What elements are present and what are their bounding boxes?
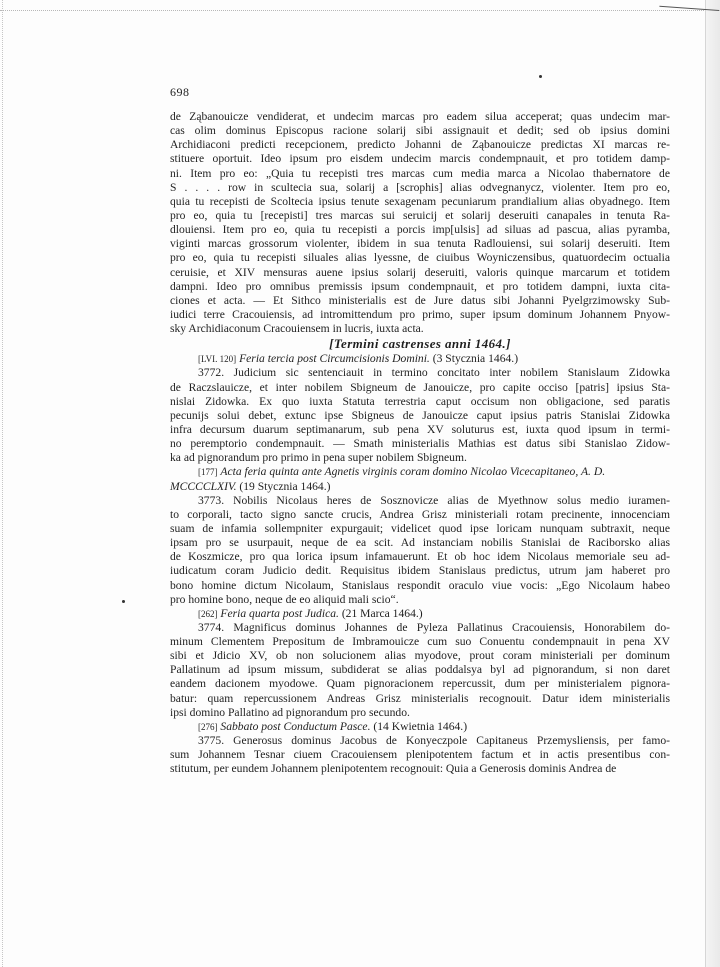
text-line: stituere oportuit. Ideo ipsum pro eisdem undecim marcis condempnauit, et pro totidem damp- [170,152,670,166]
text-line: Archidiaconi predicti recepcionem, predicto Johanni de Ząbanouicze predictas XI marcas re- [170,138,670,152]
text-line: batur: quam repercussionem Andreas Grisz ministerialis recognouit. Datur idem ministerialis [170,691,670,705]
entry-date: (3 Stycznia 1464.) [429,352,519,366]
text-line: iudici terre Cracouiensis, ad intromittendum pro primo, super ipsum dominum Johannem Pnyow- [170,307,670,321]
entry-header-line [170,465,670,479]
entry-header-line [170,720,670,734]
entry-header [170,352,670,366]
entry-number: [177] [198,467,218,478]
paragraph-3772 [170,366,670,465]
scan-speck [122,600,125,603]
entry-header-line [170,352,670,366]
text-line: pro eo, quia tu recepisti siluales alias lyessne, de ciuibus Woyniczensibus, quatuordecim octualia [170,251,670,265]
text-line: 3774. Magnificus dominus Johannes de Pyleza Pallatinus Cracouiensis, Honorabilem do- [198,620,670,634]
entry-header-line [170,480,670,494]
text-line: to corporali, tacto signo sancte crucis, Andrea Grisz ministeriali rotam precinente, innocenciam [170,507,670,521]
text-line: infra decursum duarum septimanarum, sub pena XV soluturus est, iuxta quod ipsum in termi- [170,422,670,436]
text-line: de Ząbanouicze vendiderat, et undecim marcas pro eadem silua acceperat; quas undecim mar- [170,110,670,123]
paragraph-3775 [170,734,670,776]
text-line: eandem dacionem myodowe. Quam pignoracionem repercussit, dum per ministerialem pignora- [170,677,670,691]
scan-edge-right [705,0,720,967]
section-heading: [Termini castrenses anni 1464.] [329,336,511,352]
entry-date: (19 Stycznia 1464.) [236,479,331,493]
entry-header [170,607,670,621]
text-line: quia tu recepisti de Scoltecia ipsius tenute sexagenam pecuniarum prandialium alias obyadnego. Item [170,194,670,208]
text-line: nislai Zidowka. Ex quo iuxta Statuta terrestria caput occisum non obligacione, sed paratis [170,394,670,408]
text-line: suam de infamia sollempniter expurgauit; videlicet quod ipse loricam nunquam subtraxit, neque [170,521,670,535]
text-line: ciones et acta. — Et Sithco ministerialis est de Jure datus sibi Johanni Pyelgrzimowsky Sub- [170,293,670,307]
text-line: sum Johannem Tesnar ciuem Cracouiensem plenipotentem factum et in actis presentibus con- [170,748,670,762]
text-line: S . . . . row in scultecia sua, solarij a [scrophis] alias odvegnanycz, violenter. Item pro eo, [170,180,670,194]
text-line: 3772. Judicium sic sentenciauit in termino concitato inter nobilem Stanislaum Zidowka [198,366,670,380]
text-line: cas olim dominus Episcopus racione solarij sibi assignauit et dedit; sed ob ipsius domini [170,124,670,138]
paragraph-continuation [170,110,670,336]
entry-header-line [170,607,670,621]
entry-header [170,720,670,734]
text-line: 3773. Nobilis Nicolaus heres de Sosznovicze alias de Myethnow solus medio iuramen- [198,493,670,507]
entry-date-feast: Sabbato post Conductum Pasce. [220,719,371,733]
text-line: sky Archidiaconum Cracouiensem in lucris, iuxta acta. [170,322,424,336]
paragraph-3773 [170,494,670,607]
entry-date: (21 Marca 1464.) [338,606,423,620]
text-line: viginti marcas grossorum violenter, ibidem in sua tenuta Radlouiensi, sui solarij deseruiti. Item [170,237,670,251]
scan-speck [539,75,542,78]
entry-date-feast: Feria quarta post Judica. [220,606,339,620]
text-line: 3775. Generosus dominus Jacobus de Konyeczpole Capitaneus Przemysliensis, per famo- [198,734,670,748]
text-line: ka ad pignorandum pro primo in pena super nobilem Sbigneum. [170,451,467,465]
text-line: bono homine dictum Nicolaum, Stanislaus respondit oraculo viue vocis: „Ego Nicolaum habeo [170,578,670,592]
entry-year: MCCCCLXIV. [170,479,237,493]
text-line: pro eo, quia tu [recepisti] tres marcas sui seruicij et solarij deseruiti canapales in tenuta Ra- [170,208,670,222]
text-line: ni. Item pro eo: „Quia tu recepisti tres marcas cum media marca a Nicolao thabernatore de [170,166,670,180]
text-line: dampni. Ideo pro omnibus premissis ipsum condempnauit, et pro totidem dampni, iuxta cita- [170,279,670,293]
entry-date: (14 Kwietnia 1464.) [370,719,468,733]
text-line: ceruisie, et XIV mensuras auene ipsius solarij deseruiti, valoris quinque marcarum et totidem [170,265,670,279]
text-line: ipsam pro se usurpauit, neque de ea scit. Ad instanciam nobilis Stanislai de Raciborsko alias [170,536,670,550]
entry-number: [262] [198,608,218,619]
text-line: pecunijs solui debet, extunc ipse Sbigneus de Janouicze caput ipsius patris Stanislai Zidowka [170,408,670,422]
text-line: no peremptorio condempnauit. — Smath ministerialis Mathias est datus sibi Stanislao Zidow- [170,437,670,451]
scan-edge-left [0,0,3,967]
document-body [170,110,670,776]
text-line: minum Clementem Prepositum de Imbramouicze cum suo Conuentu condempnauit in pena XV [170,635,670,649]
entry-date-feast: Feria tercia post Circumcisionis Domini. [239,352,430,366]
text-line: ipsi domino Pallatino ad pignorandum pro secundo. [170,705,410,719]
page-number: 698 [170,85,190,99]
text-line: dlouiensi. Item pro eo, quia tu recepisti a porcis imp[ulsis] ad siluas ad pascua, alias pyramba, [170,223,670,237]
entry-number: [276] [198,721,218,732]
text-line: sibi et Jdicio XV, ob non solucionem alias myodove, prout coram ministeriali per dominum [170,649,670,663]
entry-date-feast: Acta feria quinta ante Agnetis virginis coram domino Nicolao Vicecapitaneo, A. D. [220,465,606,479]
text-line: de Koszmicze, pro qua lorica ipsum infamauerunt. Et ob hoc idem Nicolaus memoriale seu ad- [170,550,670,564]
paragraph-3774 [170,621,670,720]
text-line: stitutum, per eundem Johannem plenipotentem recognouit: Quia a Generosis dominis Andrea de [170,762,617,776]
entry-header [170,465,670,493]
text-line: Pallatinum ad ipsum missum, subdiderat se alias poddalsya byl ad pignorandum, si non daret [170,663,670,677]
text-line: pro homine bono, neque de eo aliquid mali scio“. [170,592,399,606]
text-line: iudicatum coram Judicio dedit. Requisitus ibidem Stanislaus predictus, utrum jam haberet pro [170,564,670,578]
scan-edge-top [0,0,720,11]
text-line: de Raczslauicze, et inter nobilem Sbigneum de Janouicze, pro capite occiso [patris] ipsius Sta- [170,380,670,394]
entry-number: [LVI. 120] [198,354,237,365]
